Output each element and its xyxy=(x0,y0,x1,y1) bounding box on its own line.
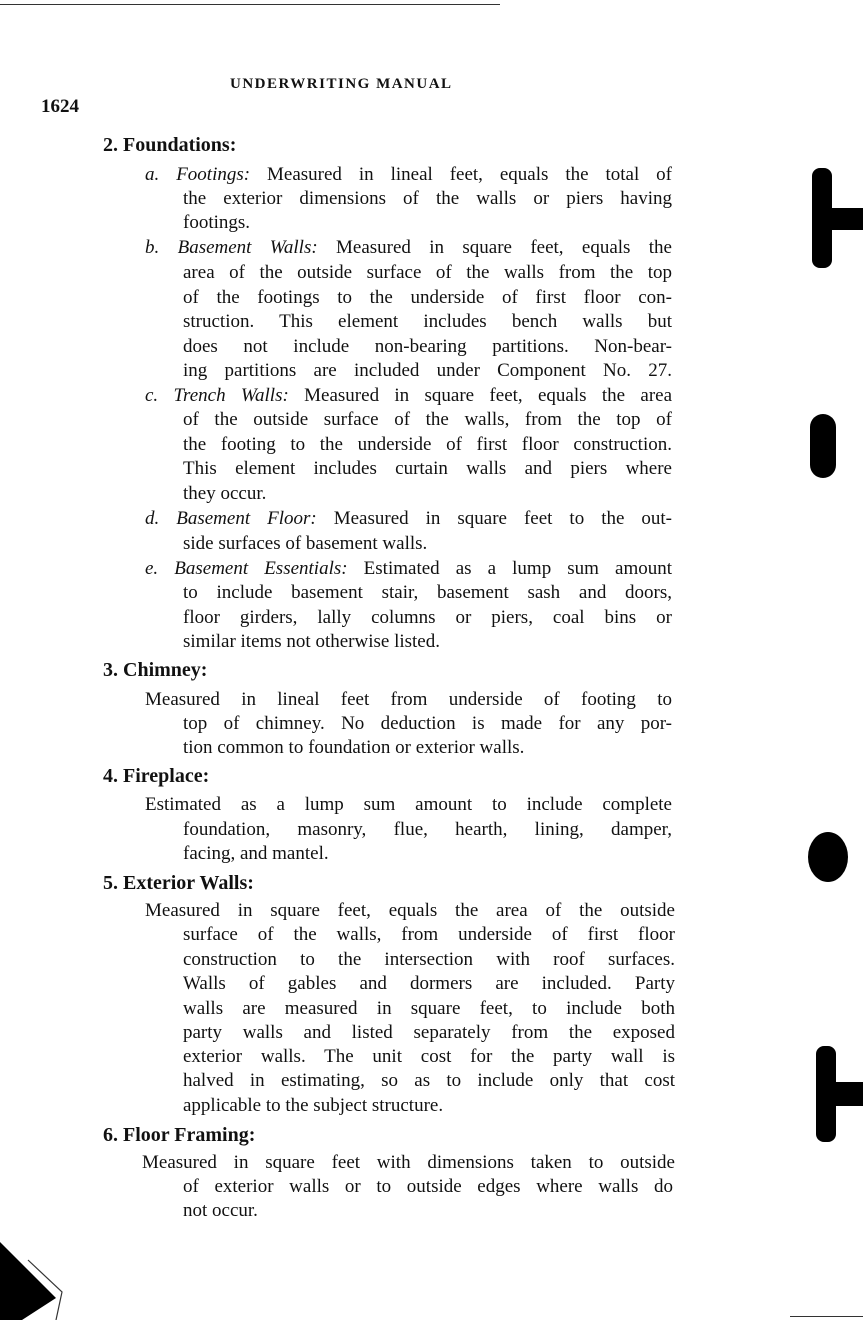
item-basement-essentials-line-1: e. Basement Essentials: Estimated as a lump sum amount xyxy=(145,558,672,579)
item-basement-floor-term: d. Basement Floor: xyxy=(145,508,317,529)
item-trench-walls-line-1: c. Trench Walls: Measured in square feet, equals the area xyxy=(145,385,673,406)
item-footings-term: a. Footings: xyxy=(145,164,251,185)
item-basement-essentials-line-3: floor girders, lally columns or piers, coal bins or xyxy=(183,607,672,628)
item-basement-floor-line-2: side surfaces of basement walls. xyxy=(183,533,428,554)
item-trench-walls-line-4: This element includes curtain walls and piers where xyxy=(183,458,672,479)
exterior-walls-line-7: exterior walls. The unit cost for the party wall is xyxy=(183,1046,675,1067)
fireplace-line-1: Estimated as a lump sum amount to include complete xyxy=(145,794,672,815)
item-basement-walls-line-1: b. Basement Walls: Measured in square feet, equals the xyxy=(145,237,672,258)
binding-mark-top-arm xyxy=(826,208,863,230)
top-edge-rule xyxy=(0,4,500,5)
running-title: UNDERWRITING MANUAL xyxy=(230,76,453,92)
item-basement-essentials-term: e. Basement Essentials: xyxy=(145,558,348,579)
binding-mark-bottom-arm xyxy=(830,1082,863,1106)
corner-fold-mark xyxy=(0,1230,70,1320)
item-basement-walls-line-6: ing partitions are included under Component No. 27. xyxy=(183,360,672,381)
item-basement-essentials-line-4: similar items not otherwise listed. xyxy=(183,631,440,652)
floor-framing-line-2: of exterior walls or to outside edges where walls do xyxy=(183,1176,673,1197)
item-footings-line-3: footings. xyxy=(183,212,251,233)
heading-floor-framing: 6. Floor Framing: xyxy=(103,1124,256,1146)
fireplace-line-3: facing, and mantel. xyxy=(183,843,329,864)
chimney-line-3: tion common to foundation or exterior walls. xyxy=(183,737,525,758)
floor-framing-line-3: not occur. xyxy=(183,1200,258,1221)
item-basement-floor-line-1: d. Basement Floor: Measured in square feet to the out- xyxy=(145,508,673,529)
exterior-walls-line-9: applicable to the subject structure. xyxy=(183,1095,444,1116)
item-trench-walls-line-2: of the outside surface of the walls, from the top of xyxy=(183,409,672,430)
item-trench-walls-line-5: they occur. xyxy=(183,483,267,504)
item-footings-line-2: the exterior dimensions of the walls or piers having xyxy=(183,188,672,209)
heading-chimney: 3. Chimney: xyxy=(103,659,208,681)
item-trench-walls-line-3: the footing to the underside of first floor construction. xyxy=(183,434,672,455)
item-trench-walls-term: c. Trench Walls: xyxy=(145,385,289,406)
exterior-walls-line-2: surface of the walls, from underside of first floor xyxy=(183,924,675,945)
exterior-walls-line-1: Measured in square feet, equals the area of the outside xyxy=(145,900,675,921)
chimney-line-2: top of chimney. No deduction is made for any por- xyxy=(183,713,672,734)
floor-framing-line-1: Measured in square feet with dimensions taken to outside xyxy=(142,1152,675,1173)
item-basement-walls-line-5: does not include non-bearing partitions. Non-bear- xyxy=(183,336,672,357)
bottom-edge-rule xyxy=(790,1316,863,1317)
item-basement-walls-line-2: area of the outside surface of the walls from the top xyxy=(183,262,672,283)
item-footings-line-1: a. Footings: Measured in lineal feet, equals the total of xyxy=(145,164,673,185)
binding-mark-oval xyxy=(810,414,836,478)
item-basement-walls-term: b. Basement Walls: xyxy=(145,237,318,258)
page-number: 1624 xyxy=(41,96,79,117)
binding-mark-circle xyxy=(808,832,848,882)
item-basement-essentials-line-2: to include basement stair, basement sash and doors, xyxy=(183,582,672,603)
exterior-walls-line-8: halved in estimating, so as to include only that cost xyxy=(183,1070,675,1091)
heading-fireplace: 4. Fireplace: xyxy=(103,765,210,787)
exterior-walls-line-6: party walls and listed separately from the exposed xyxy=(183,1022,675,1043)
item-basement-walls-line-3: of the footings to the underside of first floor con- xyxy=(183,287,672,308)
chimney-line-1: Measured in lineal feet from underside of footing to xyxy=(145,689,672,710)
exterior-walls-line-4: Walls of gables and dormers are included. Party xyxy=(183,973,675,994)
exterior-walls-line-5: walls are measured in square feet, to include both xyxy=(183,998,675,1019)
heading-exterior-walls: 5. Exterior Walls: xyxy=(103,872,254,894)
fireplace-line-2: foundation, masonry, flue, hearth, lining, damper, xyxy=(183,819,672,840)
heading-foundations: 2. Foundations: xyxy=(103,134,237,156)
item-basement-walls-line-4: struction. This element includes bench walls but xyxy=(183,311,672,332)
exterior-walls-line-3: construction to the intersection with roof surfaces. xyxy=(183,949,675,970)
